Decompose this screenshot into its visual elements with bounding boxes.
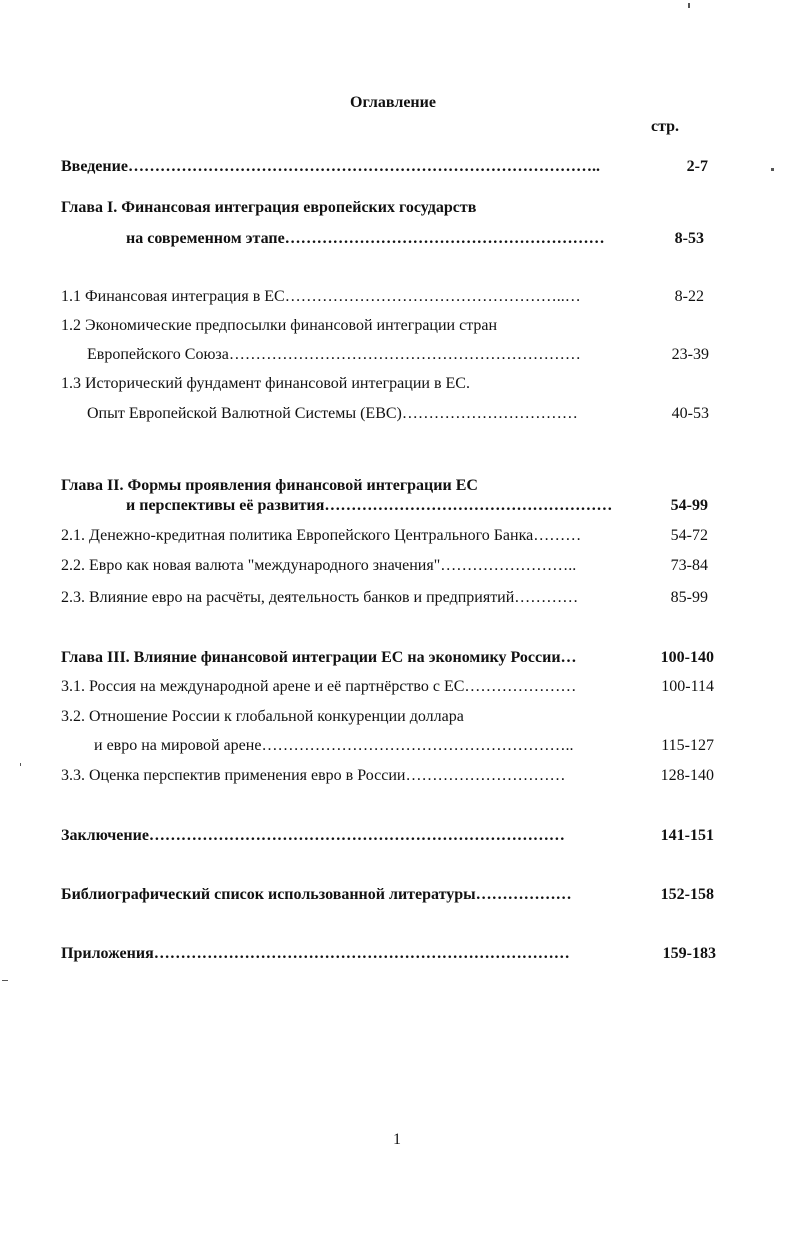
- toc-pages-chapter-1: 8-53: [674, 230, 704, 247]
- toc-pages-3-2: 115-127: [661, 737, 714, 754]
- toc-pages-chapter-3: 100-140: [660, 649, 714, 666]
- toc-entry-3-1: 3.1. Россия на международной арене и её партнёрство с ЕС…………………: [61, 678, 577, 695]
- toc-pages-3-1: 100-114: [661, 678, 714, 695]
- toc-chapter-3-line1: Глава III. Влияние финансовой интеграции ЕС на экономику России…: [61, 649, 577, 666]
- toc-entry-2-1: 2.1. Денежно-кредитная политика Европейского Центрального Банка………: [61, 527, 582, 544]
- toc-pages-1-3: 40-53: [671, 405, 709, 422]
- toc-pages-conclusion: 141-151: [660, 827, 714, 844]
- scan-speck: [2, 980, 8, 981]
- toc-chapter-2-line1: Глава II. Формы проявления финансовой интеграции ЕС: [61, 477, 478, 494]
- toc-entry-1-3-line1: 1.3 Исторический фундамент финансовой интеграции в ЕС.: [61, 375, 470, 392]
- toc-entry-1-2-line1: 1.2 Экономические предпосылки финансовой интеграции стран: [61, 317, 498, 334]
- toc-chapter-1-line1: Глава I. Финансовая интеграция европейских государств: [61, 199, 477, 216]
- toc-pages-3-3: 128-140: [660, 767, 714, 784]
- toc-pages-chapter-2: 54-99: [670, 497, 708, 514]
- toc-chapter-1-line2: на современном этапе……………………………………………………: [126, 230, 605, 247]
- scan-speck: [688, 3, 690, 8]
- pages-column-header: стр.: [651, 118, 680, 135]
- toc-entry-2-2: 2.2. Евро как новая валюта "международного значения"……………………..: [61, 557, 577, 574]
- scan-speck: [771, 168, 774, 171]
- toc-pages-bibliography: 152-158: [660, 886, 714, 903]
- toc-entry-bibliography: Библиографический список использованной литературы………………: [61, 886, 572, 903]
- toc-entry-conclusion: Заключение……………………………………………………………………: [61, 827, 565, 844]
- toc-pages-2-2: 73-84: [670, 557, 708, 574]
- toc-pages-1-1: 8-22: [674, 288, 704, 305]
- toc-entry-3-2-line2: и евро на мировой арене…………………………………………………..: [94, 737, 574, 754]
- toc-pages-intro: 2-7: [686, 158, 708, 175]
- page-number: 1: [393, 1131, 401, 1148]
- toc-entry-1-3-line2: Опыт Европейской Валютной Системы (ЕВС)……………………………: [87, 405, 578, 422]
- toc-entry-2-3: 2.3. Влияние евро на расчёты, деятельность банков и предприятий…………: [61, 589, 579, 606]
- scan-speck: [20, 763, 21, 766]
- toc-entry-1-2-line2: Европейского Союза…………………………………………………………: [87, 346, 581, 363]
- toc-chapter-2-line2: и перспективы её развития………………………………………………: [126, 497, 613, 514]
- toc-entry-1-1: 1.1 Финансовая интеграция в ЕС……………………………………………..…: [61, 288, 581, 305]
- toc-pages-appendix: 159-183: [662, 945, 716, 962]
- toc-entry-intro: Введение……………………………………………………………………………..: [61, 158, 600, 175]
- toc-entry-appendix: Приложения……………………………………………………………………: [61, 945, 570, 962]
- toc-title: Оглавление: [350, 94, 436, 111]
- toc-pages-1-2: 23-39: [671, 346, 709, 363]
- toc-entry-3-3: 3.3. Оценка перспектив применения евро в России…………………………: [61, 767, 566, 784]
- toc-pages-2-1: 54-72: [670, 527, 708, 544]
- toc-pages-2-3: 85-99: [670, 589, 708, 606]
- toc-entry-3-2-line1: 3.2. Отношение России к глобальной конкуренции доллара: [61, 708, 464, 725]
